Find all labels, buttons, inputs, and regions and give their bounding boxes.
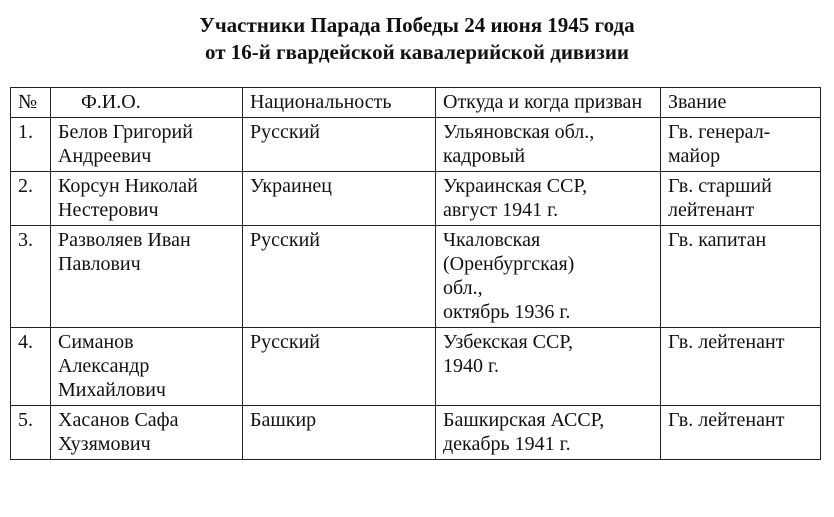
- cell-origin-line: октябрь 1936 г.: [443, 301, 571, 323]
- table-row: [11, 328, 821, 406]
- cell-nationality: Русский: [243, 226, 436, 328]
- cell-number: 1.: [11, 118, 51, 172]
- title-line-2: от 16-й гвардейской кавалерийской дивизии: [204, 40, 630, 64]
- table-row: [11, 226, 821, 328]
- cell-rank-line: Гв. старший: [668, 175, 772, 197]
- cell-origin-line: кадровый: [443, 145, 526, 167]
- cell-full-name-line: Михайлович: [58, 379, 166, 401]
- cell-full-name: [51, 226, 243, 328]
- cell-number: 4.: [11, 328, 51, 406]
- cell-rank: [661, 226, 821, 328]
- header-rank: Звание: [661, 88, 821, 118]
- cell-rank: [661, 172, 821, 226]
- cell-nationality: Русский: [243, 118, 436, 172]
- cell-rank: [661, 406, 821, 460]
- cell-full-name-line: Хасанов Сафа: [58, 409, 179, 431]
- cell-full-name-line: Андреевич: [58, 145, 152, 167]
- table-row: [11, 406, 821, 460]
- table-header-row: [11, 88, 821, 118]
- cell-origin-line: (Оренбургская): [443, 253, 575, 275]
- document-title: [0, 12, 834, 66]
- cell-full-name-line: Хузямович: [58, 433, 151, 455]
- cell-origin-line: декабрь 1941 г.: [443, 433, 571, 455]
- cell-full-name: [51, 172, 243, 226]
- title-line-1: Участники Парада Победы 24 июня 1945 года: [199, 13, 635, 37]
- cell-nationality: Башкир: [243, 406, 436, 460]
- cell-nationality: Русский: [243, 328, 436, 406]
- cell-full-name-line: Нестерович: [58, 199, 159, 221]
- table-body: [11, 118, 821, 460]
- cell-origin-line: 1940 г.: [443, 355, 499, 377]
- cell-number: 3.: [11, 226, 51, 328]
- cell-rank-line: Гв. лейтенант: [668, 331, 785, 353]
- cell-origin-line: Башкирская АССР,: [443, 409, 605, 431]
- cell-rank-line: Гв. лейтенант: [668, 409, 785, 431]
- cell-rank-line: Гв. капитан: [668, 229, 767, 251]
- cell-origin: [436, 226, 661, 328]
- cell-full-name-line: Белов Григорий: [58, 121, 193, 143]
- cell-origin-line: август 1941 г.: [443, 199, 559, 221]
- cell-rank-line: Гв. генерал-: [668, 121, 771, 143]
- header-number: №: [11, 88, 51, 118]
- cell-rank-line: майор: [668, 145, 721, 167]
- cell-rank: [661, 118, 821, 172]
- cell-origin-line: Узбекская ССР,: [443, 331, 573, 353]
- cell-full-name-line: Александр: [58, 355, 150, 377]
- cell-full-name-line: Симанов: [58, 331, 134, 353]
- table-row: [11, 172, 821, 226]
- table-row: [11, 118, 821, 172]
- cell-full-name: [51, 118, 243, 172]
- cell-rank: [661, 328, 821, 406]
- cell-origin-line: Чкаловская: [443, 229, 541, 251]
- cell-rank-line: лейтенант: [668, 199, 755, 221]
- cell-number: 5.: [11, 406, 51, 460]
- cell-origin-line: Украинская ССР,: [443, 175, 588, 197]
- cell-origin: [436, 172, 661, 226]
- cell-nationality: Украинец: [243, 172, 436, 226]
- header-origin: Откуда и когда призван: [436, 88, 661, 118]
- cell-number: 2.: [11, 172, 51, 226]
- participants-table: [10, 87, 821, 460]
- cell-origin-line: Ульяновская обл.,: [443, 121, 595, 143]
- cell-full-name-line: Павлович: [58, 253, 141, 275]
- cell-full-name: [51, 328, 243, 406]
- cell-full-name: [51, 406, 243, 460]
- cell-full-name-line: Корсун Николай: [58, 175, 198, 197]
- header-full-name: Ф.И.О.: [51, 88, 243, 118]
- cell-origin: [436, 118, 661, 172]
- header-nationality: Национальность: [243, 88, 436, 118]
- cell-origin: [436, 406, 661, 460]
- cell-full-name-line: Разволяев Иван: [58, 229, 191, 251]
- cell-origin: [436, 328, 661, 406]
- cell-origin-line: обл.,: [443, 277, 483, 299]
